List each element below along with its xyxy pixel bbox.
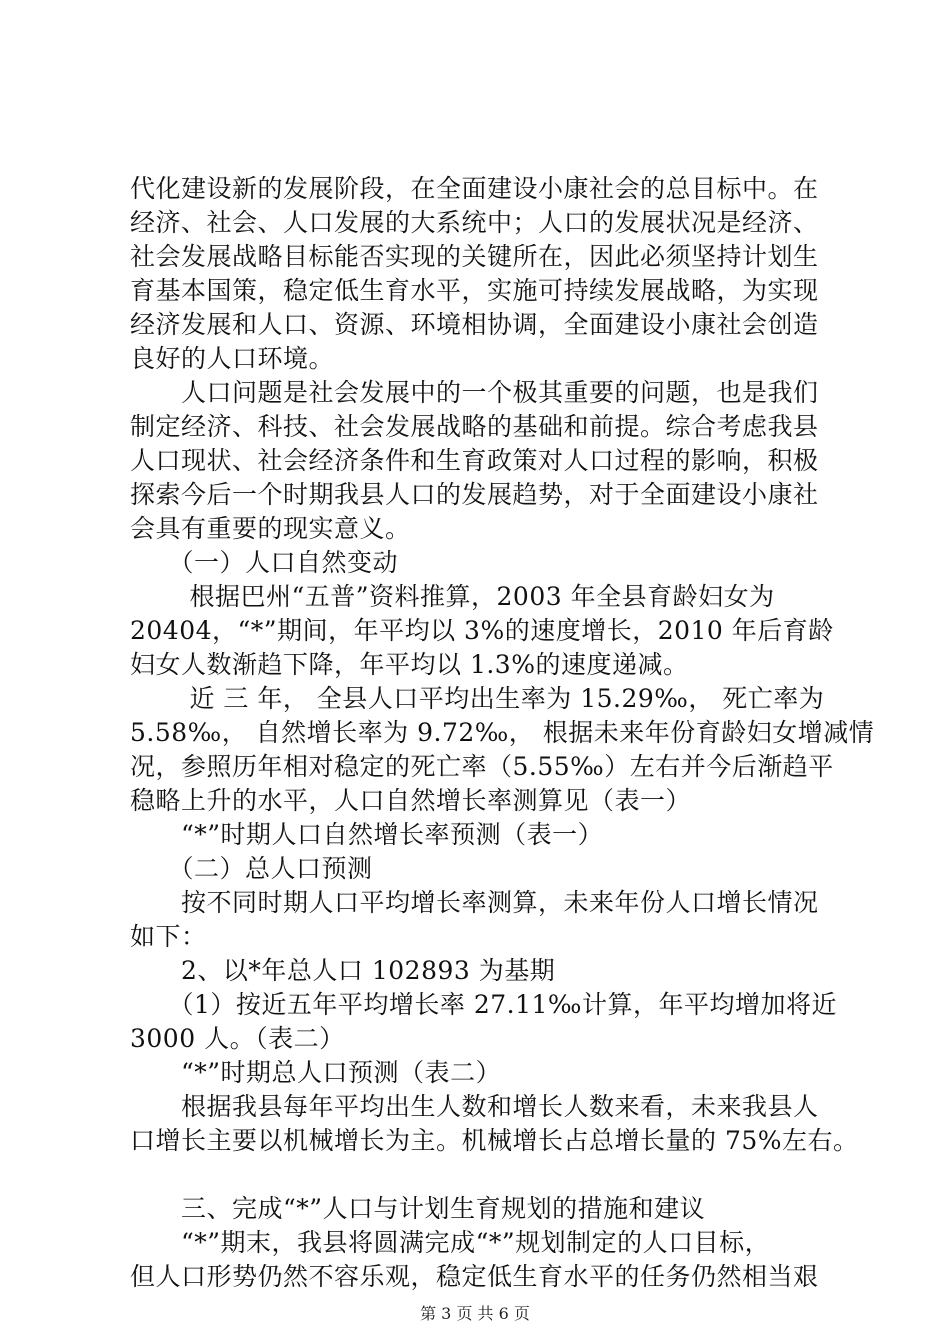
section-heading: （一）人口自然变动 bbox=[130, 548, 399, 577]
text-line: 按不同时期人口平均增长率测算，未来年份人口增长情况 bbox=[130, 888, 819, 917]
text-line: 社会发展战略目标能否实现的关键所在，因此必须坚持计划生 bbox=[130, 242, 819, 271]
text-line: 人口问题是社会发展中的一个极其重要的问题，也是我们 bbox=[130, 378, 819, 407]
table-caption: “*”时期人口自然增长率预测（表一） bbox=[130, 820, 604, 849]
text-line: 但人口形势仍然不容乐观，稳定低生育水平的任务仍然相当艰 bbox=[130, 1262, 819, 1291]
section-heading: 三、完成“*”人口与计划生育规划的措施和建议 bbox=[130, 1194, 706, 1223]
page-footer: 第 3 页 共 6 页 bbox=[420, 1304, 530, 1323]
text-line: 会具有重要的现实意义。 bbox=[130, 514, 411, 543]
text-line: 根据我县每年平均出生人数和增长人数来看，未来我县人 bbox=[130, 1092, 819, 1121]
section-heading: （二）总人口预测 bbox=[130, 854, 373, 883]
text-line: 人口现状、社会经济条件和生育政策对人口过程的影响，积极 bbox=[130, 446, 819, 475]
text-line: 育基本国策，稳定低生育水平，实施可持续发展战略，为实现 bbox=[130, 276, 819, 305]
table-caption: “*”时期总人口预测（表二） bbox=[130, 1058, 502, 1087]
text-line: 良好的人口环境。 bbox=[130, 344, 335, 373]
text-line: “*”期末，我县将圆满完成“*”规划制定的人口目标， bbox=[130, 1228, 771, 1257]
text-line: 20404，“*”期间，年平均以 3%的速度增长，2010 年后育龄 bbox=[130, 616, 834, 645]
text-line: 妇女人数渐趋下降，年平均以 1.3%的速度递减。 bbox=[130, 650, 689, 679]
text-line: 制定经济、科技、社会发展战略的基础和前提。综合考虑我县 bbox=[130, 412, 819, 441]
text-line: 如下： bbox=[130, 922, 207, 951]
text-line: 根据巴州“五普”资料推算，2003 年全县育龄妇女为 bbox=[130, 582, 775, 611]
text-line: 经济、社会、人口发展的大系统中；人口的发展状况是经济、 bbox=[130, 208, 819, 237]
text-line: 经济发展和人口、资源、环境相协调，全面建设小康社会创造 bbox=[130, 310, 819, 339]
text-line: 5.58‰， 自然增长率为 9.72‰， 根据未来年份育龄妇女增减情 bbox=[130, 718, 875, 747]
text-line: 近 三 年， 全县人口平均出生率为 15.29‰， 死亡率为 bbox=[130, 684, 825, 713]
text-line: 稳略上升的水平，人口自然增长率测算见（表一） bbox=[130, 786, 692, 815]
text-line: 探索今后一个时期我县人口的发展趋势，对于全面建设小康社 bbox=[130, 480, 819, 509]
text-line: 口增长主要以机械增长为主。机械增长占总增长量的 75%左右。 bbox=[130, 1126, 859, 1155]
text-line: 代化建设新的发展阶段，在全面建设小康社会的总目标中。在 bbox=[130, 174, 819, 203]
text-line: （1）按近五年平均增长率 27.11‰计算，年平均增加将近 bbox=[130, 990, 837, 1019]
text-line: 3000 人。（表二） bbox=[130, 1024, 345, 1053]
text-line: 况，参照历年相对稳定的死亡率（5.55‰）左右并今后渐趋平 bbox=[130, 752, 834, 781]
text-line: 2、以*年总人口 102893 为基期 bbox=[130, 956, 556, 985]
